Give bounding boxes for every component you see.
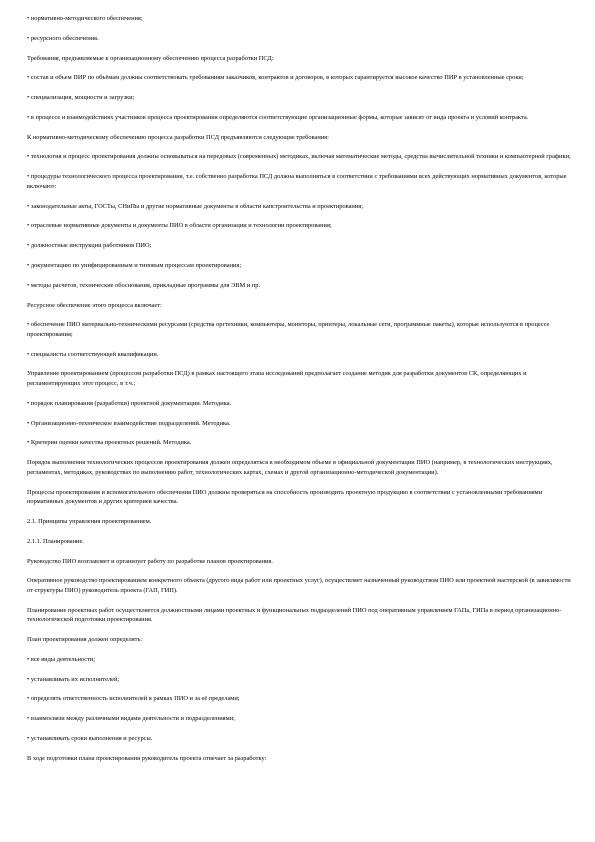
paragraph: • порядок планирования (разработки) проектной документации. Методика. <box>27 399 232 407</box>
paragraph: Ресурсное обеспечение этого процесса включает: <box>27 301 162 309</box>
paragraph: • отраслевые нормативные документы и документы ПИО в области организации и технологии проектирования; <box>27 222 332 230</box>
paragraph: • состав и объем ПИР по объёмам должны соответствовать требованиям заказчиков, контрактов и договоров, в которых гарантируется высокое качество ПИР в установленные сроки; <box>27 74 524 82</box>
paragraph: • методы расчетов, технические обоснования, прикладные программы для ЭВМ и пр. <box>27 281 261 289</box>
paragraph: • специализация, мощности и загрузки; <box>27 94 135 102</box>
paragraph: • определять ответственность исполнителей в рамках ПИО и за её пределами; <box>27 695 240 703</box>
paragraph: Требования, предъявляемые к организационному обеспечению процесса разработки ПСД: <box>27 54 274 62</box>
paragraph: • должностные инструкции работников ПИО; <box>27 242 152 250</box>
paragraph: В ходе подготовки плана проектирования руководитель проекта отвечает за разработку: <box>27 754 267 762</box>
paragraph: • устанавливать их исполнителей; <box>27 675 120 683</box>
document-page <box>27 14 572 774</box>
paragraph: • процедуры технологического процесса проектирования, т.е. собственно разработка ПСД должна выполняться в соответствии с требованиями всех действующих нормативных документов, которые включают: <box>27 173 567 190</box>
paragraph: Планирование проектных работ осуществляется должностными лицами проектных и функциональных подразделений ПИО под оперативным управлением ГАПа, ГИПа в период организационно-технологической подготовки проектирования. <box>27 606 562 624</box>
paragraph: Руководство ПИО возглавляет и организует работу по разработке планов проектирования. <box>27 557 273 565</box>
paragraph: • Организационно-техническое взаимодействие подразделений. Методика. <box>27 419 231 427</box>
section-heading: 2.1. Принципы управления проектированием. <box>27 517 152 525</box>
paragraph: • устанавливать сроки выполнения и ресурсы. <box>27 734 153 742</box>
paragraph: Оперативное руководство проектированием конкретного объекта (другого вида работ или проектных услуг), осуществляет назначенный руководством ПИО или проектной мастерской (в зависимости от структуры ПИО) руководитель проекта (ГАП, ГИП). <box>27 577 571 594</box>
paragraph: План проектирования должен определять: <box>27 636 143 644</box>
paragraph: Порядок выполнения технологических процессов проектирования должен определяться в необходимом объеме в официальной документации ПИО (например, в технологических инструкциях, регламентах, методиках, руководствах по выполнению работ, технологических картах, схемах и другой организационно-методической документации). <box>27 459 553 476</box>
paragraph: К нормативно-методическому обеспечению процесса разработки ПСД предъявляются следующие требования: <box>27 133 329 141</box>
paragraph: • законодательные акты, ГОСТы, СНиПы и другие нормативные документы в области капстроительства и проектирования; <box>27 202 363 210</box>
paragraph: Процессы проектирования и вспомогательного обеспечения ПИО должны проверяться на способность производить проектную продукцию в соответствии с установленными требованиями нормативных документов и других критериев качества. <box>27 488 543 506</box>
paragraph: • технология и процесс проектирования должны основываться на передовых (современных) методиках, включая математические методы, средства вычислительной техники и компьютерной графики; <box>27 153 571 161</box>
paragraph: • ресурсного обеспечения. <box>27 34 99 42</box>
paragraph: • обеспечение ПИО материально-техническими ресурсами (средства оргтехники, компьютеры, мониторы, принтеры, локальные сети, программные пакеты), которые используются в процессе проектирования; <box>27 321 550 338</box>
paragraph: • документацию по унифицированным и типовым процессам проектирования; <box>27 261 242 269</box>
paragraph: • специалисты соответствующей квалификации. <box>27 350 159 358</box>
paragraph: • все виды деятельности; <box>27 655 96 663</box>
paragraph: • Критерии оценки качества проектных решений. Методика. <box>27 439 192 447</box>
paragraph: • взаимосвязи между различными видами деятельности и подразделениями; <box>27 715 235 723</box>
paragraph: • нормативно-методического обеспечения; <box>27 15 143 22</box>
subsection-heading: 2.1.1. Планирование. <box>27 537 84 545</box>
paragraph: Управление проектированием (процессом разработки ПСД) в рамках настоящего этапа исследований предполагает создание методик для разработки документов СК, определяющих и регламентирующих этот процесс, в т.ч.: <box>27 370 527 388</box>
paragraph: • в процессе и взаимодействиях участников процесса проектирования определяются соответствующие организационные формы, которые зависят от вида проекта и условий контракта. <box>27 113 529 121</box>
